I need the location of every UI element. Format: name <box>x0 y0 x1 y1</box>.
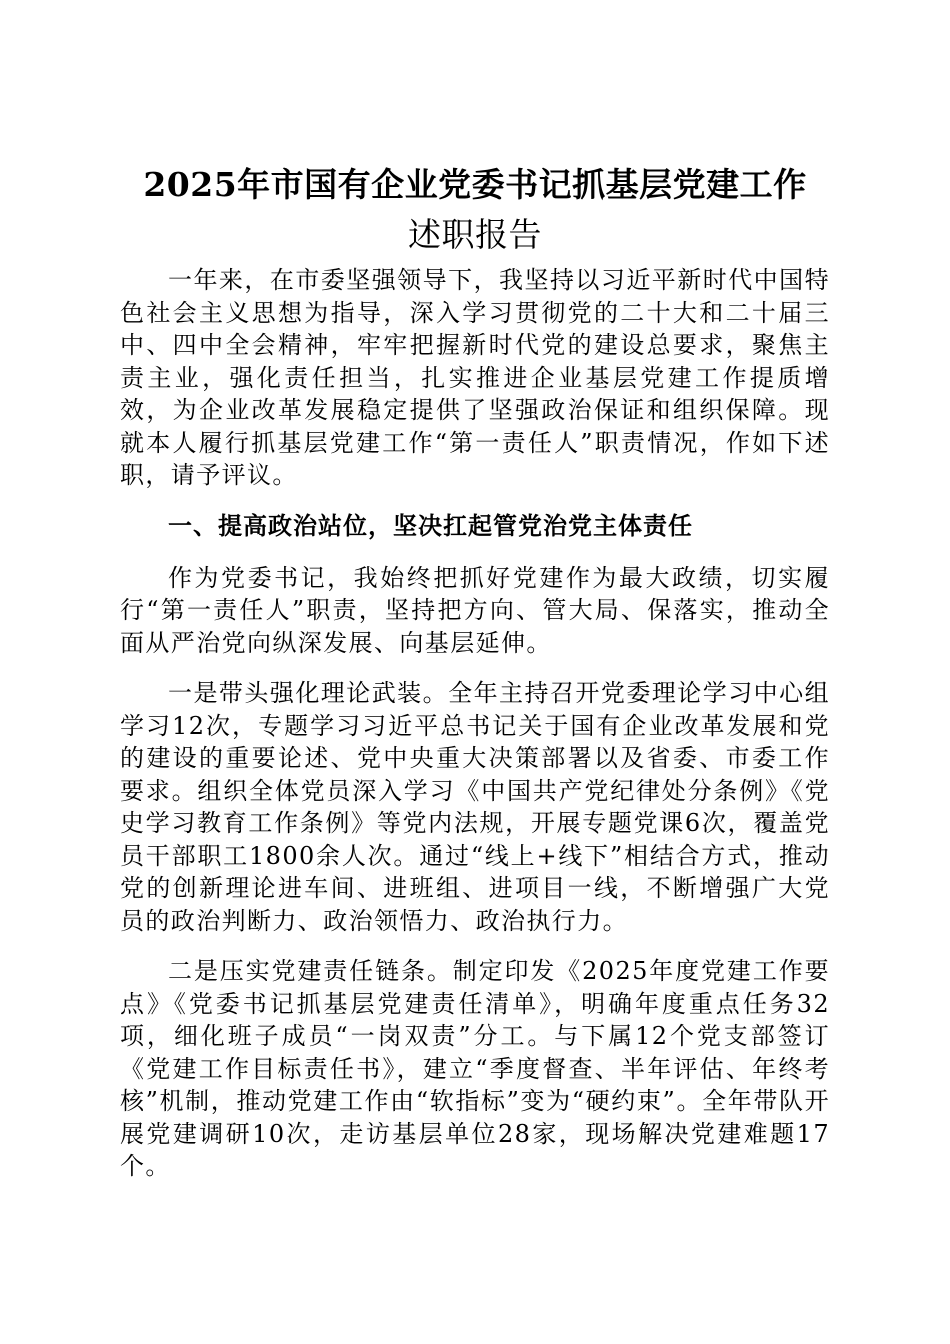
title-line-1: 2025年市国有企业党委书记抓基层党建工作 <box>143 165 807 204</box>
document-page <box>120 160 830 1201</box>
section-1-heading: 一、提高政治站位，坚决扛起管党治党主体责任 <box>168 510 693 540</box>
point-1-paragraph: 一是带头强化理论武装。全年主持召开党委理论学习中心组学习12次，专题学习习近平总书记关于国有企业改革发展和党的建设的重要论述、党中央重大决策部署以及省委、市委工作要求。组织全体党员深入学习《中国共产党纪律处分条例》《党史学习教育工作条例》等党内法规，开展专题党课6次，覆盖党员干部职工1800余人次。通过“线上+线下”相结合方式，推动党的创新理论进车间、进班组、进项目一线，不断增强广大党员的政治判断力、政治领悟力、政治执行力。 <box>120 679 830 935</box>
document-title <box>100 160 850 260</box>
section-1-intro-paragraph: 作为党委书记，我始终把抓好党建作为最大政绩，切实履行“第一责任人”职责，坚持把方向、管大局、保落实，推动全面从严治党向纵深发展、向基层延伸。 <box>120 563 830 657</box>
title-line-2: 述职报告 <box>408 215 542 254</box>
point-2-paragraph: 二是压实党建责任链条。制定印发《2025年度党建工作要点》《党委书记抓基层党建责任清单》，明确年度重点任务32项，细化班子成员“一岗双责”分工。与下属12个党支部签订《党建工作目标责任书》，建立“季度督查、半年评估、年终考核”机制，推动党建工作由“软指标”变为“硬约束”。全年带队开展党建调研10次，走访基层单位28家，现场解决党建难题17个。 <box>120 957 830 1180</box>
intro-paragraph: 一年来，在市委坚强领导下，我坚持以习近平新时代中国特色社会主义思想为指导，深入学习贯彻党的二十大和二十届三中、四中全会精神，牢牢把握新时代党的建设总要求，聚焦主责主业，强化责任担当，扎实推进企业基层党建工作提质增效，为企业改革发展稳定提供了坚强政治保证和组织保障。现就本人履行抓基层党建工作“第一责任人”职责情况，作如下述职，请予评议。 <box>120 266 830 489</box>
